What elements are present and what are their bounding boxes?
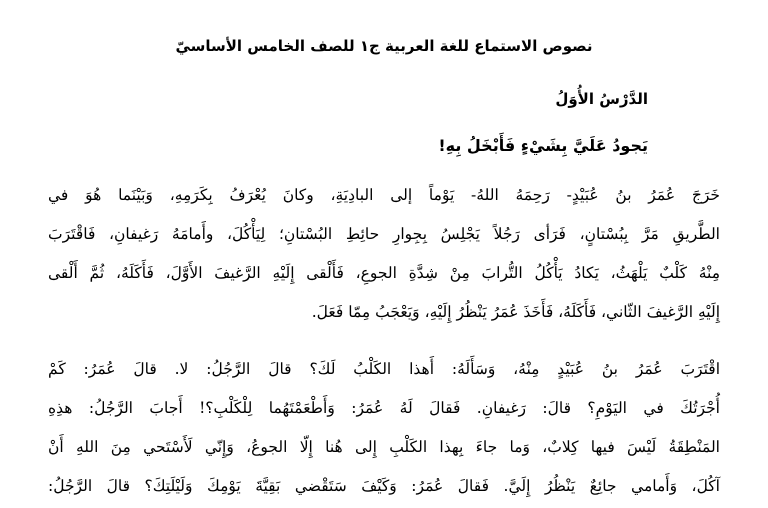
paragraph-2 [48, 350, 720, 506]
text-line: مِنْهُ كَلْبٌ يَلْهَثُ، يَكادُ يَأْكُلُ التُّرابَ مِنْ شِدَّةِ الجوعِ، فَأَلْقى إِلَيْهِ الرَّغيفَ الأَوَّلَ، فَأَكَلَهُ، ثُمَّ أَلْقى [48, 264, 720, 282]
text-line: إِلَيْهِ الرَّغيفَ الثّاني، فَأَكَلَهُ، فَأَخَذَ عُمَرُ يَنْظُرُ إِلَيْهِ، وَيَعْجَبُ مِمّا فَعَلَ. [311, 303, 720, 321]
text-line: اقْتَرَبَ عُمَرُ بنُ عُبَيْدٍ مِنْهُ، وَسَأَلَهُ: أَهذا الكَلْبُ لَكَ؟ قالَ الرَّجُلُ: لا. قالَ عُمَرُ: كَمْ [48, 360, 720, 378]
text-line: آكُلَ، وَأَمامي جائِعٌ يَنْظُرُ إِلَيَّ. فَقالَ عُمَرُ: وَكَيْفَ سَتَقْضي بَقِيَّةَ يَوْمِكَ وَلَيْلَتِكَ؟ قالَ الرَّجُلُ: [48, 477, 720, 495]
document-title: نصوص الاستماع للغة العربية ج١ للصف الخامس الأساسيّ [175, 37, 593, 55]
text-line: خَرَجَ عُمَرُ بنُ عُبَيْدٍ- رَحِمَهُ اللهُ- يَوْماً إلى البادِيَةِ، وكانَ يُعْرَفُ بِكَرَمِهِ، وَبَيْنَما هُوَ في [48, 186, 720, 204]
lesson-title: يَجودُ عَلَيَّ بِشَيْءٍ فَأَبْخَلُ بِهِ! [438, 136, 648, 155]
text-line: المَنْطِقَةُ لَيْسَ فيها كِلابٌ، وَما جاءَ بِهذا الكَلْبِ إِلى هُنا إِلّا الجوعُ، وَإِنّي لَأَسْتَحي مِنَ اللهِ أَنْ [48, 438, 720, 456]
text-line: الطَّريقِ مَرَّ بِبُسْتانٍ، فَرَأى رَجُلاً يَجْلِسُ بِجِوارِ حائِطِ البُسْتانِ؛ لِيَأْكُلَ، وأَمامَهُ رَغيفانِ، فَاقْتَرَبَ [48, 225, 720, 243]
lesson-heading: الدَّرْسُ الأُوَلُ [555, 90, 648, 108]
text-line: أُجْرَتُكَ في اليَوْمِ؟ قالَ: رَغيفانِ. فَقالَ لَهُ عُمَرُ: وَأَطْعَمْتَهُما لِلْكَلْبِ؟! أَجابَ الرَّجُلُ: هذِهِ [48, 399, 720, 417]
paragraph-1 [48, 176, 720, 332]
